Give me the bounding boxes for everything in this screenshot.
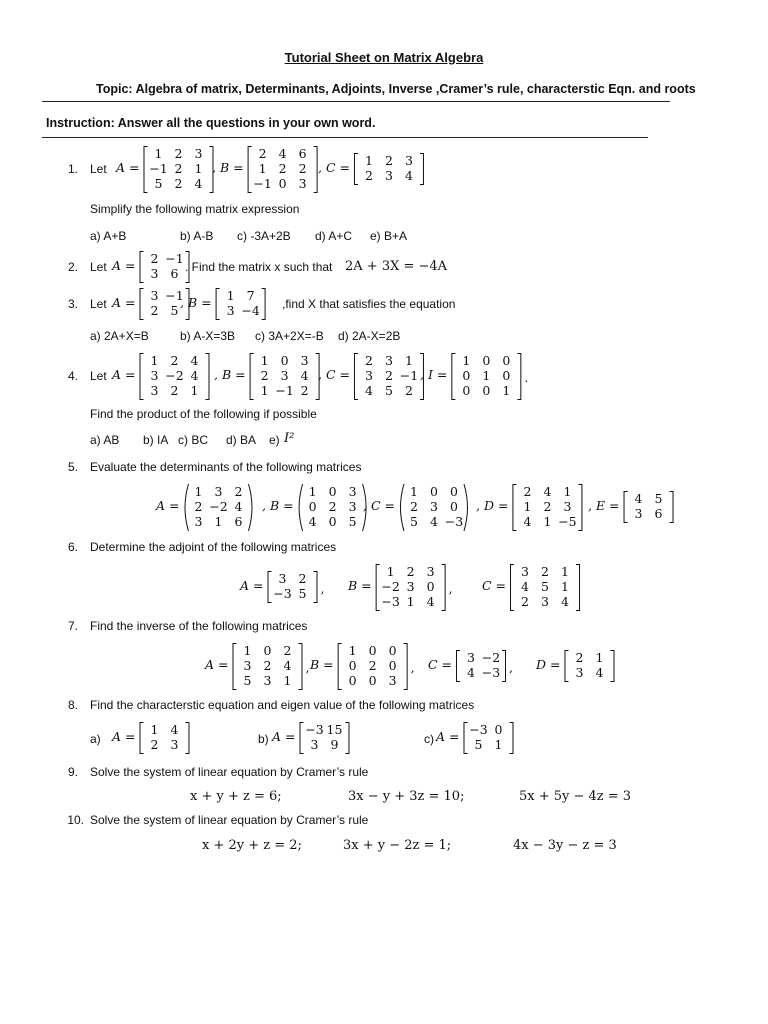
matrix-cell: 2 xyxy=(575,650,584,665)
question-number: 1. xyxy=(67,162,78,176)
matrix-cell: 0 xyxy=(482,352,491,368)
matrix-cell: 5 xyxy=(409,513,418,529)
matrix-cell: 1 xyxy=(260,382,269,398)
matrix-label: B = xyxy=(348,578,372,593)
matrix-label: A = xyxy=(112,258,136,273)
matrix-cell: 2 xyxy=(174,160,183,176)
matrix-cell: 2 xyxy=(300,382,309,398)
matrix-cell: 6 xyxy=(654,506,663,521)
matrix-cell: −3 xyxy=(444,513,464,529)
matrix-cell: 5 xyxy=(348,513,357,529)
matrix-trailing-punct: , xyxy=(448,581,453,596)
question-part: c) -3A+2B xyxy=(237,229,291,243)
matrix-cell: 5 xyxy=(384,382,393,398)
question-number: 3. xyxy=(67,297,78,311)
matrix-cell: 1 xyxy=(502,382,511,398)
matrix-cell: 3 xyxy=(563,498,572,514)
matrix-cell: −1 xyxy=(275,382,294,398)
matrix-cell: −3 xyxy=(381,593,400,609)
matrix-label: A = xyxy=(112,295,136,310)
matrix-cell: 3 xyxy=(388,672,397,688)
matrix-cell: −1 xyxy=(165,251,184,266)
question-part: c) BC xyxy=(178,433,208,447)
question-text: . Find the matrix x such that xyxy=(185,260,333,274)
matrix-cell: 2 xyxy=(521,593,529,609)
matrix-cell: 3 xyxy=(150,367,159,383)
matrix-cell: 4 xyxy=(278,145,287,161)
matrix-cell: 5 xyxy=(298,586,307,601)
matrix-cell: 1 xyxy=(226,288,235,303)
matrix-cell: 2 xyxy=(404,382,413,398)
matrix-cell: 2 xyxy=(368,657,377,673)
matrix-cell: 0 xyxy=(348,672,357,688)
divider xyxy=(42,137,648,138)
matrix-cell: −2 xyxy=(209,498,228,514)
matrix-cell: 0 xyxy=(278,175,287,191)
matrix-cell: 0 xyxy=(368,672,377,688)
matrix-cell: 3 xyxy=(384,168,393,183)
matrix-cell: 4 xyxy=(300,367,309,383)
matrix-cell: 0 xyxy=(462,367,471,383)
question-part: d) A+C xyxy=(315,229,353,243)
matrix-cell: 0 xyxy=(449,498,458,514)
matrix-cell: −1 xyxy=(399,367,419,383)
matrix-label: , B = xyxy=(212,160,244,175)
matrix-cell: 3 xyxy=(194,513,203,529)
matrix-trailing-punct: , xyxy=(509,660,513,675)
matrix-cell: 1 xyxy=(494,737,503,752)
matrix-label: A = xyxy=(112,729,136,744)
matrix-cell: 3 xyxy=(226,303,235,318)
matrix-label: , E = xyxy=(588,498,620,513)
question-text: Simplify the following matrix expression xyxy=(90,202,300,216)
question-text: Find the characterstic equation and eigen value of the following matrices xyxy=(90,698,475,712)
question-number: 6. xyxy=(67,540,78,554)
matrix-label: , C = xyxy=(363,498,395,513)
question-number: 2. xyxy=(67,260,78,274)
matrix-cell: −2 xyxy=(481,650,501,665)
matrix-label: A = xyxy=(240,578,264,593)
matrix-label: , B = xyxy=(180,295,212,310)
matrix-cell: 2 xyxy=(258,145,267,161)
matrix-cell: 3 xyxy=(263,672,272,688)
topic-line: Topic: Algebra of matrix, Determinants, Adjoints, Inverse ,Cramer’s rule, characterstic Eqn. and roots xyxy=(96,82,696,96)
question-part: a) 2A+X=B xyxy=(90,329,149,343)
matrix-cell: 4 xyxy=(561,593,569,609)
matrix-cell: 9 xyxy=(330,737,339,752)
matrix-cell: 1 xyxy=(462,352,471,368)
matrix-label: , I = xyxy=(420,367,448,382)
matrix-cell: 0 xyxy=(388,642,397,658)
matrix-cell: 0 xyxy=(449,483,458,499)
matrix-cell: 2 xyxy=(170,382,179,398)
question-text: Find the inverse of the following matrices xyxy=(90,619,308,633)
matrix-cell: 3 xyxy=(467,650,475,665)
matrix-label: , C = xyxy=(318,160,350,175)
matrix-cell: 4 xyxy=(170,722,179,737)
matrix-cell: 0 xyxy=(308,498,317,514)
question-part: e) xyxy=(269,433,280,447)
matrix-cell: 5 xyxy=(243,672,252,688)
matrix-label: A = xyxy=(116,160,140,175)
matrix-cell: 2 xyxy=(263,657,272,673)
question-text: Evaluate the determinants of the following matrices xyxy=(90,460,362,474)
question-let: Let xyxy=(90,162,107,176)
matrix-cell: 5 xyxy=(654,491,663,506)
matrix-cell: 3 xyxy=(170,737,179,752)
matrix-cell: 6 xyxy=(234,513,243,529)
page-title: Tutorial Sheet on Matrix Algebra xyxy=(284,50,484,65)
matrix-cell: 3 xyxy=(194,145,203,161)
matrix-cell: 3 xyxy=(150,382,159,398)
matrix-cell: 1 xyxy=(386,563,395,579)
question-number: 9. xyxy=(67,765,78,779)
question-text: ,find X that satisfies the equation xyxy=(282,297,456,311)
matrix-cell: 1 xyxy=(364,153,373,168)
question-part: a) xyxy=(90,732,101,746)
equation: 3x + y − 2z = 1; xyxy=(343,838,452,853)
matrix-cell: −3 xyxy=(481,665,501,680)
matrix-cell: 2 xyxy=(523,483,532,499)
matrix-cell: 2 xyxy=(298,160,307,176)
matrix-cell: −1 xyxy=(165,288,184,303)
matrix-cell: 0 xyxy=(263,642,272,658)
equation: 2A + 3X = −4A xyxy=(345,259,448,274)
question-part: e) B+A xyxy=(370,229,408,243)
matrix-cell: −3 xyxy=(469,722,488,737)
matrix-cell: −3 xyxy=(305,722,324,737)
matrix-cell: 2 xyxy=(384,367,393,383)
matrix-label: C = xyxy=(482,578,507,593)
matrix-label: , B = xyxy=(214,367,246,382)
matrix-cell: 3 xyxy=(384,352,393,368)
matrix-cell: 2 xyxy=(278,160,287,176)
matrix-cell: 1 xyxy=(595,650,604,665)
matrix-cell: 2 xyxy=(543,498,552,514)
matrix-cell: 4 xyxy=(283,657,292,673)
matrix-cell: 0 xyxy=(388,657,397,673)
matrix-cell: 0 xyxy=(502,367,511,383)
matrix-trailing-punct: , xyxy=(320,581,325,596)
equation: 3x − y + 3z = 10; xyxy=(348,789,465,804)
matrix-cell: 2 xyxy=(194,498,203,514)
matrix-cell: 1 xyxy=(482,367,491,383)
question-let: Let xyxy=(90,297,107,311)
matrix-cell: 2 xyxy=(541,563,549,579)
matrix-cell: 3 xyxy=(364,367,373,383)
question-number: 5. xyxy=(67,460,78,474)
matrix-cell: 1 xyxy=(409,483,418,499)
matrix-label: A = xyxy=(156,498,180,513)
matrix-cell: 4 xyxy=(634,491,643,506)
matrix-cell: 3 xyxy=(150,266,159,281)
question-number: 10. xyxy=(67,813,84,827)
matrix-cell: 3 xyxy=(348,483,357,499)
matrix-cell: 0 xyxy=(280,352,289,368)
matrix-cell: 3 xyxy=(541,593,549,609)
matrix-label: A = xyxy=(436,729,460,744)
matrix-cell: 0 xyxy=(368,642,377,658)
matrix-cell: 3 xyxy=(214,483,223,499)
question-text: Solve the system of linear equation by Cramer’s rule xyxy=(90,765,369,779)
matrix-cell: 1 xyxy=(243,642,252,658)
matrix-cell: 1 xyxy=(523,498,532,514)
matrix-cell: 4 xyxy=(429,513,438,529)
instruction-line: Instruction: Answer all the questions in your own word. xyxy=(46,116,376,130)
matrix-cell: 1 xyxy=(406,593,415,609)
matrix-cell: 2 xyxy=(150,737,159,752)
matrix-cell: 1 xyxy=(348,642,357,658)
matrix-cell: 0 xyxy=(482,382,491,398)
question-part: d) BA xyxy=(226,433,257,447)
matrix-cell: 0 xyxy=(462,382,471,398)
matrix-cell: 3 xyxy=(426,563,435,579)
matrix-cell: −1 xyxy=(253,175,272,191)
question-text: Determine the adjoint of the following matrices xyxy=(90,540,337,554)
question-part: c) 3A+2X=-B xyxy=(255,329,324,343)
equation: x + y + z = 6; xyxy=(190,789,282,804)
matrix-cell: 1 xyxy=(258,160,267,176)
matrix-cell: 3 xyxy=(278,571,287,586)
matrix-cell: 3 xyxy=(348,498,357,514)
matrix-cell: 2 xyxy=(150,303,159,318)
question-let: Let xyxy=(90,260,107,274)
identity-squared: I² xyxy=(284,431,295,446)
matrix-cell: 3 xyxy=(404,153,413,168)
question-part: a) AB xyxy=(90,433,120,447)
matrix-cell: 3 xyxy=(280,367,289,383)
matrix-cell: 1 xyxy=(404,352,413,368)
matrix-cell: 3 xyxy=(406,578,415,594)
matrix-cell: 7 xyxy=(246,288,255,303)
matrix-cell: 2 xyxy=(174,145,183,161)
matrix-cell: 4 xyxy=(521,578,529,594)
question-part: b) IA xyxy=(143,433,169,447)
matrix-cell: 1 xyxy=(214,513,223,529)
question-part: b) A-B xyxy=(180,229,214,243)
divider xyxy=(42,101,670,102)
matrix-cell: 6 xyxy=(298,145,307,161)
question-number: 8. xyxy=(67,698,78,712)
matrix-cell: 1 xyxy=(194,160,203,176)
matrix-cell: 1 xyxy=(194,483,203,499)
question-part: a) A+B xyxy=(90,229,127,243)
matrix-cell: 4 xyxy=(364,382,373,398)
matrix-cell: 1 xyxy=(563,483,572,499)
matrix-cell: 1 xyxy=(543,513,552,529)
matrix-cell: 4 xyxy=(595,665,604,680)
matrix-cell: 2 xyxy=(170,352,179,368)
matrix-cell: 2 xyxy=(364,352,373,368)
matrix-cell: 3 xyxy=(300,352,309,368)
matrix-label: A = xyxy=(272,729,296,744)
matrix-cell: 0 xyxy=(502,352,511,368)
matrix-cell: −3 xyxy=(273,586,292,601)
equation: 5x + 5y − 4z = 3 xyxy=(519,789,632,804)
matrix-cell: 2 xyxy=(150,251,159,266)
question-number: 4. xyxy=(67,369,78,383)
matrix-cell: 4 xyxy=(467,665,475,680)
matrix-cell: 4 xyxy=(190,367,199,383)
matrix-cell: 3 xyxy=(575,665,584,680)
matrix-cell: 4 xyxy=(234,498,243,514)
matrix-cell: 3 xyxy=(634,506,643,521)
matrix-cell: 4 xyxy=(543,483,552,499)
matrix-cell: 3 xyxy=(429,498,438,514)
matrix-label: C = xyxy=(428,657,453,672)
matrix-cell: 2 xyxy=(260,367,269,383)
matrix-cell: 6 xyxy=(170,266,179,281)
matrix-cell: 2 xyxy=(409,498,418,514)
matrix-cell: −1 xyxy=(149,160,168,176)
matrix-cell: 0 xyxy=(328,513,337,529)
matrix-cell: 0 xyxy=(426,578,435,594)
matrix-cell: −2 xyxy=(165,367,184,383)
matrix-label: , C = xyxy=(318,367,350,382)
matrix-cell: 3 xyxy=(243,657,252,673)
matrix-label: A = xyxy=(205,657,229,672)
matrix-cell: 5 xyxy=(170,303,179,318)
matrix-cell: 2 xyxy=(384,153,393,168)
matrix-label: , D = xyxy=(476,498,509,513)
matrix-trailing-punct: , xyxy=(410,660,415,675)
matrix-cell: 3 xyxy=(298,175,307,191)
matrix-cell: 0 xyxy=(348,657,357,673)
matrix-cell: 3 xyxy=(310,737,319,752)
question-let: Let xyxy=(90,369,107,383)
matrix-cell: 1 xyxy=(190,382,199,398)
question-number: 7. xyxy=(67,619,78,633)
question-part: b) A-X=3B xyxy=(180,329,236,343)
matrix-cell: 0 xyxy=(328,483,337,499)
matrix-trailing-punct: , xyxy=(305,660,310,675)
matrix-cell: 2 xyxy=(234,483,243,499)
matrix-cell: 4 xyxy=(523,513,532,529)
matrix-cell: 1 xyxy=(260,352,269,368)
matrix-cell: 4 xyxy=(190,352,199,368)
matrix-cell: 0 xyxy=(429,483,438,499)
matrix-label: D = xyxy=(536,657,561,672)
question-part: c) xyxy=(424,732,434,746)
matrix-cell: 4 xyxy=(404,168,413,183)
equation: x + 2y + z = 2; xyxy=(202,838,302,853)
matrix-cell: 4 xyxy=(308,513,317,529)
matrix-cell: 3 xyxy=(521,563,529,579)
equation: 4x − 3y − z = 3 xyxy=(513,838,617,853)
matrix-cell: 2 xyxy=(283,642,292,658)
matrix-cell: 4 xyxy=(194,175,203,191)
matrix-cell: 1 xyxy=(561,563,569,579)
matrix-cell: 1 xyxy=(154,145,163,161)
matrix-cell: −4 xyxy=(241,303,260,318)
matrix-cell: 2 xyxy=(406,563,415,579)
matrix-label: , B = xyxy=(262,498,294,513)
matrix-cell: 0 xyxy=(494,722,503,737)
matrix-label: B = xyxy=(310,657,334,672)
matrix-cell: 2 xyxy=(298,571,307,586)
matrix-cell: 1 xyxy=(283,672,292,688)
matrix-cell: 5 xyxy=(541,578,549,594)
matrix-cell: 2 xyxy=(174,175,183,191)
matrix-label: A = xyxy=(112,367,136,382)
question-text: Solve the system of linear equation by Cramer’s rule xyxy=(90,813,369,827)
question-part: b) xyxy=(258,732,269,746)
matrix-cell: 1 xyxy=(150,722,159,737)
matrix-cell: 3 xyxy=(150,288,159,303)
question-part: d) 2A-X=2B xyxy=(338,329,401,343)
matrix-cell: −2 xyxy=(381,578,400,594)
matrix-cell: 4 xyxy=(426,593,435,609)
matrix-cell: 1 xyxy=(150,352,159,368)
matrix-cell: 1 xyxy=(561,578,569,594)
question-text: Find the product of the following if possible xyxy=(90,407,317,421)
matrix-cell: 5 xyxy=(154,175,163,191)
matrix-trailing-punct: . xyxy=(524,370,529,385)
matrix-cell: 1 xyxy=(308,483,317,499)
matrix-cell: −5 xyxy=(558,513,577,529)
matrix-cell: 2 xyxy=(364,168,373,183)
matrix-cell: 5 xyxy=(474,737,483,752)
matrix-cell: 2 xyxy=(328,498,337,514)
matrix-cell: 15 xyxy=(326,722,343,737)
